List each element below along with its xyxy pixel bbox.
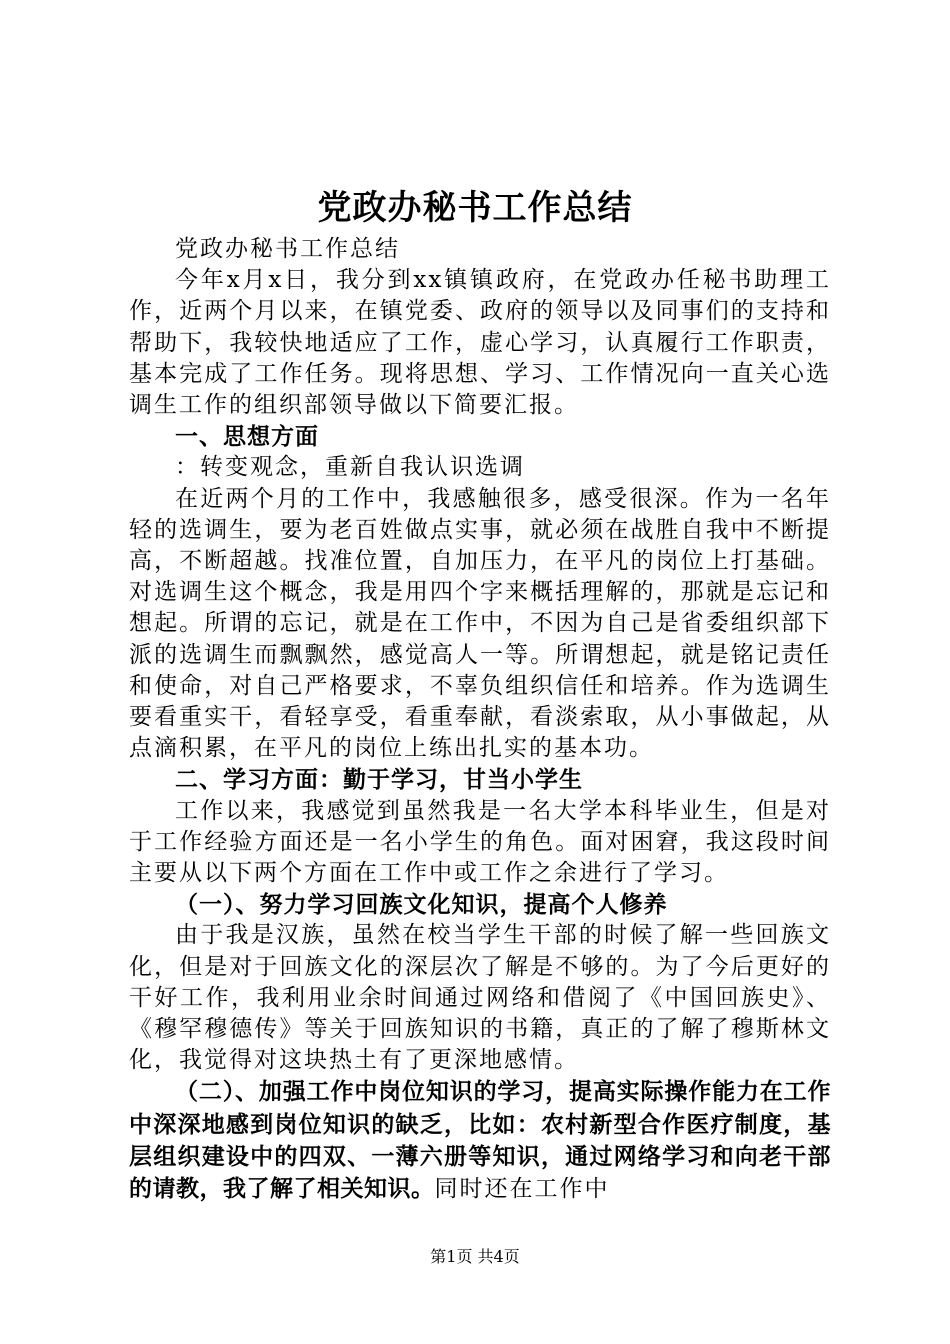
job-knowledge-bold-text: （二）、加强工作中岗位知识的学习，提高实际操作能力在工作中深深地感到岗位知识的缺乏，比如：农村新型合作医疗制度，基层组织建设中的四双、一薄六册等知识，通过网络学习和向老干部的请教，我了解了相关知识。 <box>129 1078 831 1203</box>
job-knowledge-normal-text: 同时还在工作中 <box>434 1176 610 1203</box>
section-heading-study: 二、学习方面：勤于学习，甘当小学生 <box>175 766 583 794</box>
intro-paragraph: 今年x月x日，我分到xx镇镇政府，在党政办任秘书助理工作，近两个月以来，在镇党委、政府的领导以及同事们的支持和帮助下，我较快地适应了工作，虚心学习，认真履行工作职责，基本完成了工作任务。现将思想、学习、工作情况向一直关心选调生工作的组织部领导做以下简要汇报。 <box>129 267 831 419</box>
subsection-heading-hui-culture: （一）、努力学习回族文化知识，提高个人修养 <box>175 891 668 919</box>
hui-culture-paragraph: 由于我是汉族，虽然在校当学生干部的时候了解一些回族文化，但是对于回族文化的深层次了解是不够的。为了今后更好的干好工作，我利用业余时间通过网络和借阅了《中国回族史》、《穆罕穆德传》等关于回族知识的书籍，真正的了解了穆斯林文化，我觉得对这块热土有了更深地感情。 <box>129 922 831 1074</box>
job-knowledge-paragraph <box>129 1076 831 1205</box>
section-heading-thought: 一、思想方面 <box>175 423 319 451</box>
document-body <box>129 234 831 1205</box>
subtitle-paragraph: 党政办秘书工作总结 <box>175 236 400 262</box>
document-title: 党政办秘书工作总结 <box>317 188 633 228</box>
study-intro-paragraph: 工作以来，我感觉到虽然我是一名大学本科毕业生，但是对于工作经验方面还是一名小学生的角色。面对困窘，我这段时间主要从以下两个方面在工作中或工作之余进行了学习。 <box>129 797 831 887</box>
thought-paragraph: 在近两个月的工作中，我感触很多，感受很深。作为一名年轻的选调生，要为老百姓做点实事，就必须在战胜自我中不断提高，不断超越。找准位置，自加压力，在平凡的岗位上打基础。对选调生这个概念，我是用四个字来概括理解的，那就是忘记和想起。所谓的忘记，就是在工作中，不因为自己是省委组织部下派的选调生而飘飘然，感觉高人一等。所谓想起，就是铭记责任和使命，对自己严格要求，不辜负组织信任和培养。作为选调生要看重实干，看轻享受，看重奉献，看淡索取，从小事做起，从点滴积累，在平凡的岗位上练出扎实的基本功。 <box>129 485 831 762</box>
subheading-transform: ：转变观念，重新自我认识选调 <box>175 454 525 481</box>
page-footer: 第1页 共4页 <box>430 1247 520 1266</box>
